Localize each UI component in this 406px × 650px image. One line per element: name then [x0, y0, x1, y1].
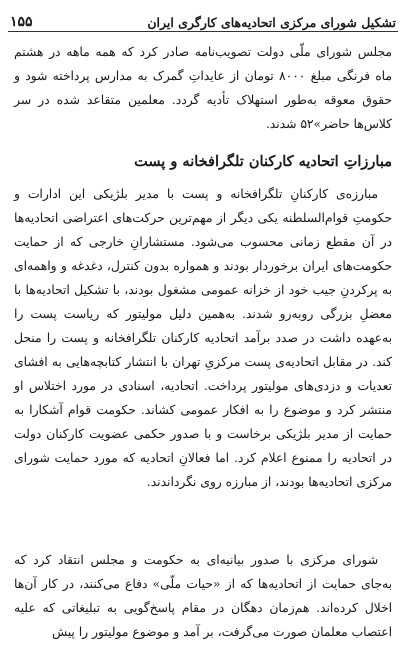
running-header: [10, 8, 396, 30]
running-header-title: تشکیل شورای مرکزی اتحادیه‌های کارگری ایران: [147, 15, 396, 30]
page-number: ۱۵۵: [10, 14, 33, 30]
paragraph-central-council: شورای مرکزی با صدور بیانیه‌ای به حکومت و مجلس انتقاد کرد که به‌جای حمایت از اتحادیه‌ها که از «حیات ملّی» دفاع می‌کنند، در کار آن‌ها اخلال کرده‌اند. هم‌زمان دهگان در مقام پاسخ‌گویی به تبلیغاتی که علیه اعتصاب معلمان صورت می‌گرفت، بر آمد و موضوع مولیتور را پیش: [14, 553, 392, 639]
section-heading: مبارزاتِ اتحادیه کارکنان تلگرافخانه و پست: [134, 153, 392, 170]
paragraph-continuation: مجلس شورای ملّی دولت تصویب‌نامه صادر کرد که همه ماهه در هشتم ماه فرنگی مبلغ ۸۰۰۰ تومان از عایداتِ گمرک به مدارس پرداخته شود و حقوق معوقه به‌طور استهلاک تأدیه گردد. معلمین متقاعد شده در سر کلاس‌ها حاضر»۵۲ شدند.: [14, 45, 392, 131]
paragraph-telegraph-union: مبارزه‌ی کارکنانِ تلگرافخانه و پست با مدیر بلژیکی این ادارات و حکومتِ قوام‌السلطنه یکی دیگر از مهم‌ترین حرکت‌های اعتراضی اتحادیه‌ها در آن مقطع زمانی محسوب می‌شود. مستشارانِ خارجی که از حمایت حکومت‌های ایران برخوردار بودند و همواره بدون کنترل، دغدغه و واهمه‌ای به پرکردنِ جیب خود از خزانه عمومی مشغول بودند، با تشکیل اتحادیه‌ها با معضلِ بزرگی رو‌به‌رو شدند. به‌همین دلیل مولیتور که ریاست پست را به‌عهده داشت در صدد برآمد اتحادیه کارکنان تلگرافخانه و پست را منحل کند. در مقابل اتحادیه‌ی پست مرکزیِ تهران با انتشار کتابچه‌هایی به افشای تعدیات و دزدی‌های مولیتور پرداخت. اتحادیه، اسنادی در مورد اختلاس او منتشر کرد و موضوع را به افکار عمومی کشاند. حکومت قوام آشکارا به حمایت از مدیر بلژیکی برخاست و با صدور حکمی عضویت کارکنان دولت در اتحادیه را ممنوع اعلام کرد. اما فعالانِ اتحادیه که مورد حمایت شورای مرکزی اتحادیه‌ها بودند، از مبارزه روی نگرداندند.: [14, 187, 392, 489]
header-rule: [8, 31, 398, 32]
